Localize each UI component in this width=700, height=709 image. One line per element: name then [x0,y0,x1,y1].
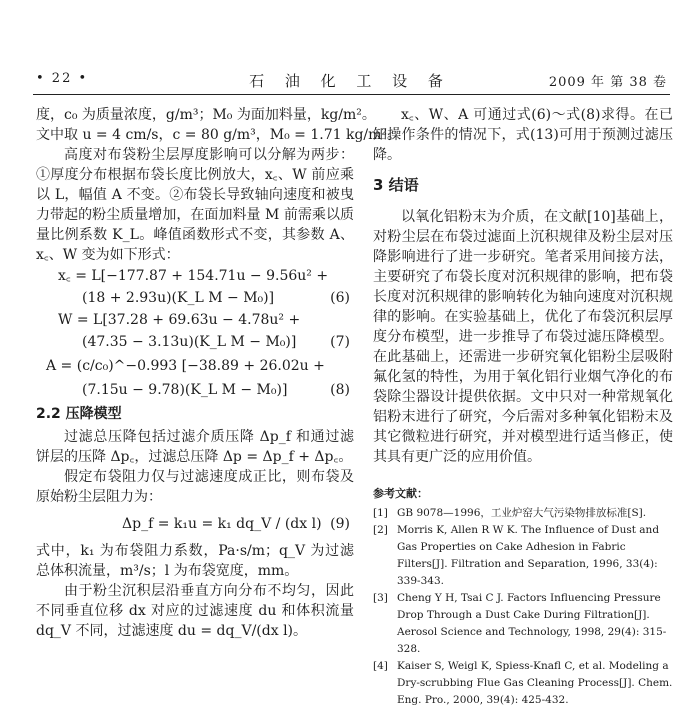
equation-6-number: (6) [330,290,350,306]
equation-9-number: (9) [330,516,350,532]
journal-title: 石 油 化 工 设 备 [249,72,451,90]
page-header [0,0,700,96]
equation-8-line-1 [36,353,354,379]
reference-text: Morris K, Allen R W K. The Influence of Dust and Gas Properties on Cake Adhesion in Fabric Filters[J]. Filtration and Separation, 1996, 33(4): 339-343. [397,524,660,587]
subsection-heading: 2.2 压降模型 [36,406,122,422]
issue-info: 2009 年 第 38 卷 [548,75,667,90]
references-heading: 参考文献： [373,487,428,500]
equation-6-text-2: (18 + 2.93u)(K_L M − M₀)] [82,290,275,306]
equation-9-text: Δp_f = k₁u = k₁ dq_V / (dx l) [122,516,322,532]
paragraph-bag-resistance: 假定布袋阻力仅与过滤速度成正比，则布袋及原始粉尘层阻力为： [36,469,354,505]
equation-7-number: (7) [330,334,350,350]
equation-7-text-1: W = L[37.28 + 69.63u − 4.78u² + [58,312,301,328]
equation-8-number: (8) [330,382,350,398]
right-column [373,105,673,709]
equation-8-text-1: A = (c/c₀)^−0.993 [−38.89 + 26.02u + [46,358,325,374]
reference-item [373,505,673,522]
equation-9 [36,507,354,541]
paragraph-height-effect: 高度对布袋粉尘层厚度影响可以分解为两步：①厚度分布根据布袋长度比例放大，x꜀、W 前应乘以 L，幅值 A 不变。②布袋长导致轴向速度和被曳力带起的粉尘质量增加，在面加料量 M 前需乘以质量比例系数 K_L。峰值函数形式不变，其参数 A、x꜀、W 变为如下形式： [36,147,354,263]
paragraph-symbol-definitions: 式中，k₁ 为布袋阻力系数，Pa·s/m；q_V 为过滤总体积流量，m³/s；l 为布袋宽度，mm。 [36,543,354,579]
reference-number: [2] [373,524,388,536]
equation-8-text-2: (7.15u − 9.78)(K_L M − M₀)] [82,382,288,398]
paragraph-conclusion: 以氧化铝粉末为介质，在文献[10]基础上，对粉尘层在布袋过滤面上沉积规律及粉尘层对压降影响进行了进一步研究。笔者采用间接方法，主要研究了布袋长度对沉积规律的影响，把布袋长度对沉积规律的影响转化为轴向速度对沉积规律的影响。在实验基础上，优化了布袋沉积层厚度分布模型，进一步推导了布袋过滤压降模型。在此基础上，还需进一步研究氧化铝粉尘层吸附氟化氢的特性，为用于氧化铝行业烟气净化的布袋除尘器设计提供依据。文中只对一种常规氧化铝粉末进行了研究，今后需对多种氧化铝粉末及其它微粒进行研究，并对模型进行适当修正，使其具有更广泛的应用价值。 [373,209,673,465]
reference-item [373,590,673,658]
paragraph-prediction: x꜀、W、A 可通过式(6)～式(8)求得。在已知操作条件的情况下，式(13)可用于预测过滤压降。 [373,107,673,163]
equation-6-line-2 [36,287,354,309]
page-number: • 22 • [36,71,89,86]
equation-6-text-1: x꜀ = L[−177.87 + 154.71u − 9.56u² + [58,268,329,284]
reference-text: Cheng Y H, Tsai C J. Factors Influencing Pressure Drop Through a Dust Cake During Filtration[J]. Aerosol Science and Technology, 1998, 29(4): 315-328. [397,592,667,655]
paragraph-uneven-distribution: 由于粉尘沉积层沿垂直方向分布不均匀，因此不同垂直位移 dx 对应的过滤速度 du 和体积流量 dq_V 不同，过滤速度 du = dq_V/(dx l)。 [36,583,354,639]
header-rule [33,94,670,95]
reference-text: Kaiser S, Weigl K, Spiess-Knafl C, et al. Modeling a Dry-scrubbing Flue Gas Cleaning Process[J]. Chem. Eng. Pro., 2000, 39(4): 425-432. [397,660,673,706]
equation-7-line-2 [36,331,354,353]
equation-6-line-1 [36,265,354,287]
intro-line-2: 文中取 u = 4 cm/s，c = 80 g/m³，M₀ = 1.71 kg/m²。 [36,127,402,143]
equation-7-text-2: (47.35 − 3.13u)(K_L M − M₀)] [82,334,297,350]
reference-number: [3] [373,592,388,604]
paragraph-total-pressure: 过滤总压降包括过滤介质压降 Δp_f 和通过滤饼层的压降 Δp꜀，过滤总压降 Δp = Δp_f + Δp꜀。 [36,429,354,465]
equation-8-line-2 [36,379,354,401]
section-heading-conclusion: 3 结语 [373,176,419,194]
intro-line-1: 度，c₀ 为质量浓度，g/m³；M₀ 为面加料量，kg/m²。 [36,107,376,123]
reference-item [373,522,673,590]
equation-7-line-1 [36,309,354,331]
reference-number: [1] [373,507,388,519]
reference-number: [4] [373,660,388,672]
reference-text: GB 9078—1996，工业炉窑大气污染物排放标准[S]. [397,507,647,519]
reference-item [373,658,673,709]
